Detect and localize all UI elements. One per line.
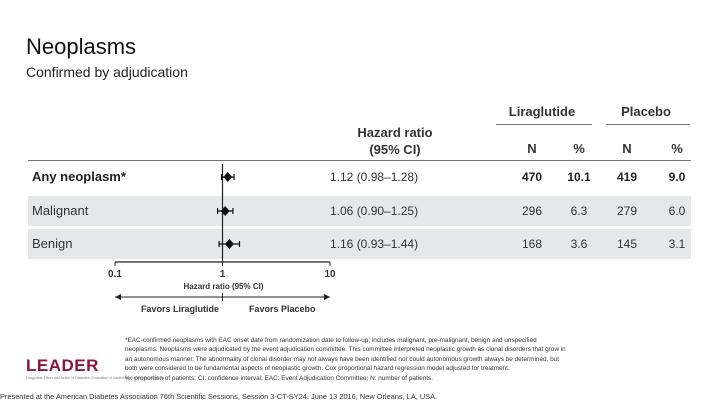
row-lira-n: 470 [521, 170, 543, 184]
footnote-line: an autonomous manner. The abnormality of clonal disorder may not always have been identified nor could autonomous growth always be determined, but [125, 355, 559, 363]
x-axis-tick-label: 0.1 [108, 269, 122, 280]
row-label: Benign [32, 236, 73, 251]
footnote-line: both were considered to be fundamental aspects of neoplastic growth. Cox proportional hazard regression model adjusted for treatment. [125, 365, 510, 373]
row-label: Any neoplasm* [32, 169, 126, 184]
footnote-line: neoplasms. Neoplasms were adjudicated by the event adjudication committee. This committee interpreted neoplastic growth as clonal disorders that grow in [125, 346, 566, 354]
row-label: Malignant [32, 203, 89, 218]
footnote [125, 336, 685, 383]
row-plac-pct: 6.0 [668, 204, 686, 218]
row-plac-n: 279 [616, 204, 638, 218]
hazard-ratio-header-line1: Hazard ratio [357, 125, 433, 140]
x-axis-tick-label: 10 [324, 269, 336, 280]
row-hazard-ratio: 1.06 (0.90–1.25) [330, 204, 419, 218]
row-lira-pct: 10.1 [567, 170, 591, 184]
col-header-plac-pct: % [671, 141, 683, 156]
hazard-ratio-header-line2: (95% CI) [369, 142, 421, 157]
row-plac-n: 145 [616, 237, 638, 251]
footnote-line: *EAC-confirmed neoplasms with EAC onset date from randomization date to follow-up; includes malignant, pre-malignant, benign and unspecified [125, 337, 537, 344]
leader-logo-subtitle: Liraglutide Effect and Action in Diabetes: Evaluation of cardiovascular outcome Results [26, 376, 165, 380]
row-lira-n: 296 [521, 204, 543, 218]
x-axis-tick-label: 1 [219, 269, 226, 280]
row-lira-n: 168 [521, 237, 543, 251]
favors-placebo-label: Favors Placebo [249, 304, 316, 314]
row-plac-pct: 9.0 [668, 170, 686, 184]
slide-subtitle: Confirmed by adjudication [26, 64, 188, 80]
hr-point [223, 172, 232, 182]
col-header-plac-n: N [622, 141, 632, 156]
group-label-placebo: Placebo [621, 104, 671, 119]
hr-point [225, 239, 234, 249]
favors-arrow-left [115, 294, 121, 300]
favors-liraglutide-label: Favors Liraglutide [141, 304, 220, 314]
row-lira-pct: 3.6 [570, 237, 588, 251]
row-plac-n: 419 [616, 170, 638, 184]
x-axis-label: Hazard ratio (95% CI) [183, 282, 264, 291]
row-hazard-ratio: 1.12 (0.98–1.28) [330, 170, 419, 184]
leader-logo-text: LEADER [26, 356, 99, 375]
col-header-lira-n: N [527, 141, 537, 156]
row-plac-pct: 3.1 [668, 237, 686, 251]
col-header-lira-pct: % [573, 141, 585, 156]
slide-title: Neoplasms [26, 34, 137, 59]
group-label-liraglutide: Liraglutide [508, 104, 576, 119]
row-hazard-ratio: 1.16 (0.93–1.44) [330, 237, 419, 251]
favors-arrow-right [324, 294, 330, 300]
row-lira-pct: 6.3 [570, 204, 588, 218]
presentation-footer: Presented at the American Diabetes Association 76th Scientific Sessions, Session 3-CT-SY24. June 13 2016, New Orleans, LA, USA. [0, 392, 438, 401]
leader-logo [26, 356, 165, 381]
footnote-line: %: proportion of patients; CI: confidence interval; EAC: Event Adjudication Committee; N: number of patients. [125, 374, 433, 382]
